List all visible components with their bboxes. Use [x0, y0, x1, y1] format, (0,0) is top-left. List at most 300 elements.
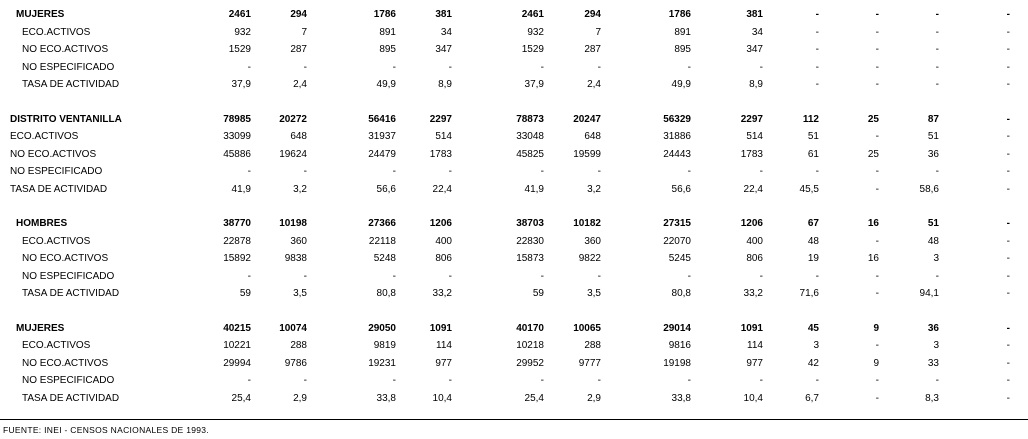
spacer-row [0, 198, 1028, 215]
value-cell: 10182 [573, 218, 601, 229]
value-cell: - [687, 61, 691, 73]
value-cell: 22878 [223, 235, 251, 247]
value-cell: - [392, 61, 396, 73]
value-cell: 22,4 [743, 183, 763, 195]
value-cell: 42 [807, 357, 819, 369]
row-label: MUJERES [16, 9, 65, 20]
value-cell: 648 [290, 131, 307, 142]
value-cell: 1206 [429, 218, 452, 229]
value-cell: - [448, 375, 452, 386]
value-cell: 78873 [516, 113, 544, 125]
value-cell: 33,2 [743, 288, 763, 299]
value-cell: - [1006, 113, 1010, 125]
trailing-cell [1010, 337, 1028, 355]
value-cell: 10198 [279, 218, 307, 229]
table-row [0, 390, 1028, 408]
value-cell: 514 [746, 131, 763, 142]
value-cell: 3 [933, 340, 939, 351]
value-cell: 9 [873, 322, 879, 334]
value-cell: 37,9 [231, 79, 251, 90]
trailing-cell [1010, 181, 1028, 199]
row-label: TASA DE ACTIVIDAD [22, 392, 120, 404]
value-cell: 287 [290, 44, 307, 55]
value-cell: - [935, 44, 939, 55]
trailing-cell [1010, 128, 1028, 146]
source-note: FUENTE: INEI - CENSOS NACIONALES DE 1993. [3, 425, 209, 435]
value-cell: - [935, 9, 939, 20]
value-cell: 36 [927, 148, 939, 160]
row-label: NO ESPECIFICADO [22, 375, 115, 386]
value-cell: 932 [527, 26, 544, 38]
value-cell: 19624 [279, 148, 307, 160]
value-cell: - [1006, 44, 1010, 55]
trailing-cell [1010, 24, 1028, 42]
row-label: MUJERES [16, 322, 65, 334]
value-cell: - [1006, 375, 1010, 386]
value-cell: 48 [927, 235, 939, 247]
value-cell: 38770 [223, 218, 251, 229]
value-cell: 40170 [516, 322, 544, 334]
table-row [0, 76, 1028, 94]
value-cell: 294 [584, 9, 601, 20]
value-cell: 9822 [578, 253, 601, 264]
value-cell: - [1006, 270, 1010, 282]
value-cell: - [303, 166, 307, 177]
value-cell: 33,8 [671, 392, 691, 404]
value-cell: - [1006, 26, 1010, 38]
spacer-cell [0, 303, 1028, 320]
table-row [0, 163, 1028, 181]
value-cell: - [935, 79, 939, 90]
value-cell: 58,6 [919, 183, 939, 195]
value-cell: 400 [435, 235, 452, 247]
value-cell: - [815, 9, 819, 20]
value-cell: 8,9 [438, 79, 452, 90]
value-cell: 33048 [516, 131, 544, 142]
value-cell: 2,9 [293, 392, 307, 404]
value-cell: 1091 [429, 322, 452, 334]
value-cell: 40215 [223, 322, 251, 334]
value-cell: 1091 [740, 322, 763, 334]
value-cell: - [815, 375, 819, 386]
value-cell: - [935, 26, 939, 38]
table-body [0, 6, 1028, 407]
value-cell: 45825 [516, 148, 544, 160]
row-label: NO ESPECIFICADO [22, 270, 115, 282]
spacer-cell [0, 94, 1028, 111]
value-cell: 22070 [663, 235, 691, 247]
value-cell: 9816 [668, 340, 691, 351]
table-row [0, 285, 1028, 303]
row-label: NO ESPECIFICADO [10, 166, 103, 177]
value-cell: 16 [867, 253, 879, 264]
value-cell: 514 [435, 131, 452, 142]
table-row [0, 320, 1028, 338]
value-cell: 51 [807, 131, 819, 142]
row-label: NO ECO.ACTIVOS [10, 148, 97, 160]
value-cell: 29952 [516, 357, 544, 369]
value-cell: 33,2 [432, 288, 452, 299]
value-cell: 61 [807, 148, 819, 160]
value-cell: 7 [595, 26, 601, 38]
row-label: TASA DE ACTIVIDAD [22, 79, 120, 90]
value-cell: 891 [674, 26, 691, 38]
value-cell: 360 [584, 235, 601, 247]
value-cell: 114 [747, 340, 763, 351]
value-cell: 56329 [663, 113, 691, 125]
value-cell: 1529 [521, 44, 544, 55]
value-cell: 15873 [516, 253, 544, 264]
table-row [0, 372, 1028, 390]
value-cell: - [1006, 253, 1010, 264]
value-cell: - [247, 375, 251, 386]
value-cell: 20272 [279, 113, 307, 125]
value-cell: - [448, 166, 452, 177]
trailing-cell [1010, 163, 1028, 181]
value-cell: 891 [379, 26, 396, 38]
row-label: ECO.ACTIVOS [10, 131, 79, 142]
value-cell: 29050 [368, 322, 396, 334]
value-cell: 87 [927, 113, 939, 125]
spacer-row [0, 303, 1028, 320]
value-cell: 977 [746, 357, 763, 369]
value-cell: - [935, 375, 939, 386]
value-cell: - [1006, 79, 1010, 90]
value-cell: 648 [584, 131, 601, 142]
value-cell: - [540, 166, 544, 177]
value-cell: - [875, 340, 879, 351]
value-cell: - [875, 183, 879, 195]
value-cell: - [1006, 131, 1010, 142]
value-cell: 34 [751, 26, 763, 38]
value-cell: 16 [867, 218, 879, 229]
trailing-cell [1010, 146, 1028, 164]
value-cell: - [815, 270, 819, 282]
value-cell: - [875, 61, 879, 73]
value-cell: 6,7 [805, 392, 819, 404]
value-cell: 67 [807, 218, 819, 229]
value-cell: 94,1 [919, 288, 939, 299]
value-cell: - [1006, 288, 1010, 299]
value-cell: - [875, 375, 879, 386]
value-cell: 38703 [516, 218, 544, 229]
row-label: TASA DE ACTIVIDAD [10, 183, 108, 195]
value-cell: 8,3 [925, 392, 939, 404]
value-cell: 37,9 [524, 79, 544, 90]
row-label: DISTRITO VENTANILLA [10, 113, 122, 125]
table-row [0, 146, 1028, 164]
value-cell: - [935, 270, 939, 282]
value-cell: 2,9 [587, 392, 601, 404]
value-cell: 27366 [368, 218, 396, 229]
footer-divider [0, 419, 1028, 420]
value-cell: - [247, 270, 251, 282]
trailing-cell [1010, 355, 1028, 373]
value-cell: 2,4 [293, 79, 307, 90]
value-cell: 932 [234, 26, 251, 38]
row-label: NO ESPECIFICADO [22, 61, 115, 73]
value-cell: 25,4 [231, 392, 251, 404]
value-cell: 48 [807, 235, 819, 247]
value-cell: 7 [301, 26, 307, 38]
value-cell: 19198 [663, 357, 691, 369]
value-cell: 80,8 [671, 288, 691, 299]
value-cell: - [1006, 166, 1010, 177]
table-row [0, 41, 1028, 59]
trailing-cell [1010, 390, 1028, 408]
value-cell: - [540, 375, 544, 386]
table-row [0, 24, 1028, 42]
value-cell: 347 [435, 44, 452, 55]
value-cell: - [759, 375, 763, 386]
row-label: ECO.ACTIVOS [22, 235, 91, 247]
value-cell: 2297 [740, 113, 763, 125]
trailing-cell [1010, 41, 1028, 59]
trailing-cell [1010, 76, 1028, 94]
trailing-cell [1010, 268, 1028, 286]
value-cell: 45886 [223, 148, 251, 160]
value-cell: - [448, 61, 452, 73]
value-cell: - [597, 375, 601, 386]
value-cell: - [687, 375, 691, 386]
value-cell: - [815, 79, 819, 90]
value-cell: 34 [440, 26, 452, 38]
value-cell: 56416 [368, 113, 396, 125]
value-cell: - [597, 166, 601, 177]
row-label: NO ECO.ACTIVOS [22, 44, 109, 55]
trailing-cell [1010, 111, 1028, 129]
value-cell: 1786 [373, 9, 396, 20]
value-cell: - [448, 270, 452, 282]
value-cell: - [1006, 61, 1010, 73]
value-cell: 22118 [368, 235, 396, 247]
value-cell: 112 [802, 113, 819, 125]
value-cell: 31886 [663, 131, 691, 142]
value-cell: 41,9 [231, 183, 251, 195]
value-cell: - [875, 288, 879, 299]
table-row [0, 215, 1028, 233]
value-cell: 288 [290, 340, 307, 351]
value-cell: 45 [807, 322, 819, 334]
value-cell: 15892 [223, 253, 251, 264]
value-cell: 381 [435, 9, 452, 20]
trailing-cell [1010, 285, 1028, 303]
value-cell: 29994 [223, 357, 251, 369]
value-cell: 51 [927, 218, 939, 229]
spacer-row [0, 94, 1028, 111]
value-cell: 2,4 [587, 79, 601, 90]
value-cell: - [1006, 183, 1010, 195]
value-cell: 36 [927, 322, 939, 334]
value-cell: 1786 [668, 9, 691, 20]
value-cell: - [875, 270, 879, 282]
value-cell: 25 [867, 113, 879, 125]
value-cell: - [875, 9, 879, 20]
value-cell: - [935, 166, 939, 177]
value-cell: 1783 [740, 148, 763, 160]
value-cell: 19 [807, 253, 819, 264]
value-cell: - [247, 166, 251, 177]
value-cell: 977 [435, 357, 452, 369]
value-cell: - [303, 270, 307, 282]
value-cell: - [247, 61, 251, 73]
value-cell: 9838 [284, 253, 307, 264]
value-cell: - [687, 270, 691, 282]
value-cell: 294 [290, 9, 307, 20]
value-cell: 2461 [521, 9, 544, 20]
value-cell: 51 [927, 131, 939, 142]
value-cell: 71,6 [799, 288, 819, 299]
value-cell: 19231 [368, 357, 396, 369]
value-cell: - [303, 375, 307, 386]
value-cell: 41,9 [524, 183, 544, 195]
table-row [0, 59, 1028, 77]
value-cell: - [540, 270, 544, 282]
value-cell: 33099 [223, 131, 251, 142]
value-cell: - [815, 44, 819, 55]
value-cell: 9 [873, 357, 879, 369]
row-label: HOMBRES [16, 218, 68, 229]
value-cell: 22830 [516, 235, 544, 247]
table-row [0, 355, 1028, 373]
value-cell: 78985 [223, 113, 251, 125]
row-label: ECO.ACTIVOS [22, 26, 91, 38]
value-cell: - [759, 270, 763, 282]
value-cell: - [687, 166, 691, 177]
value-cell: 1783 [429, 148, 452, 160]
value-cell: 5245 [668, 253, 691, 264]
value-cell: 33,8 [376, 392, 396, 404]
value-cell: 3 [933, 253, 939, 264]
value-cell: 2297 [429, 113, 452, 125]
value-cell: - [875, 166, 879, 177]
value-cell: - [935, 61, 939, 73]
value-cell: 10065 [573, 322, 601, 334]
value-cell: 895 [379, 44, 396, 55]
value-cell: 2461 [228, 9, 251, 20]
value-cell: 59 [532, 288, 544, 299]
value-cell: - [875, 44, 879, 55]
value-cell: 20247 [573, 113, 601, 125]
value-cell: 400 [746, 235, 763, 247]
value-cell: 895 [674, 44, 691, 55]
table-row [0, 181, 1028, 199]
value-cell: 80,8 [376, 288, 396, 299]
value-cell: 5248 [373, 253, 396, 264]
value-cell: - [815, 26, 819, 38]
trailing-cell [1010, 233, 1028, 251]
value-cell: - [815, 61, 819, 73]
value-cell: 56,6 [671, 183, 691, 195]
value-cell: - [875, 392, 879, 404]
value-cell: 9819 [373, 340, 396, 351]
value-cell: - [392, 375, 396, 386]
value-cell: - [597, 270, 601, 282]
table-row [0, 268, 1028, 286]
value-cell: - [875, 26, 879, 38]
value-cell: - [597, 61, 601, 73]
table-row [0, 233, 1028, 251]
value-cell: - [815, 166, 819, 177]
value-cell: 27315 [663, 218, 691, 229]
value-cell: 9786 [284, 357, 307, 369]
spacer-cell [0, 198, 1028, 215]
value-cell: - [875, 235, 879, 247]
value-cell: 3,5 [293, 288, 307, 299]
value-cell: - [1006, 357, 1010, 369]
value-cell: 45,5 [799, 183, 819, 195]
value-cell: 49,9 [376, 79, 396, 90]
table-row [0, 250, 1028, 268]
value-cell: - [759, 166, 763, 177]
value-cell: 22,4 [432, 183, 452, 195]
value-cell: - [875, 131, 879, 142]
row-label: ECO.ACTIVOS [22, 340, 91, 351]
value-cell: 3,2 [293, 183, 307, 195]
value-cell: - [1006, 218, 1010, 229]
value-cell: 806 [746, 253, 763, 264]
table-row [0, 6, 1028, 24]
table-row [0, 128, 1028, 146]
table-row [0, 337, 1028, 355]
row-label: NO ECO.ACTIVOS [22, 357, 109, 369]
row-label: TASA DE ACTIVIDAD [22, 288, 120, 299]
value-cell: 10074 [279, 322, 307, 334]
value-cell: 3 [813, 340, 819, 351]
value-cell: 10218 [516, 340, 544, 351]
value-cell: - [303, 61, 307, 73]
value-cell: 25,4 [524, 392, 544, 404]
value-cell: 360 [290, 235, 307, 247]
value-cell: - [1006, 392, 1010, 404]
trailing-cell [1010, 372, 1028, 390]
value-cell: 288 [584, 340, 601, 351]
value-cell: 31937 [368, 131, 396, 142]
value-cell: - [875, 79, 879, 90]
value-cell: 49,9 [671, 79, 691, 90]
value-cell: 33 [927, 357, 939, 369]
value-cell: 3,2 [587, 183, 601, 195]
value-cell: 9777 [578, 357, 601, 369]
trailing-cell [1010, 250, 1028, 268]
trailing-cell [1010, 59, 1028, 77]
value-cell: - [759, 61, 763, 73]
value-cell: - [392, 270, 396, 282]
value-cell: - [1006, 340, 1010, 351]
value-cell: 59 [239, 288, 251, 299]
value-cell: - [1006, 235, 1010, 247]
value-cell: - [392, 166, 396, 177]
trailing-cell [1010, 215, 1028, 233]
trailing-cell [1010, 320, 1028, 338]
value-cell: 381 [746, 9, 763, 20]
row-label: NO ECO.ACTIVOS [22, 253, 109, 264]
value-cell: 1529 [228, 44, 251, 55]
value-cell: 25 [867, 148, 879, 160]
value-cell: 24479 [368, 148, 396, 160]
value-cell: 347 [746, 44, 763, 55]
value-cell: 24443 [663, 148, 691, 160]
value-cell: 10221 [223, 340, 251, 351]
value-cell: - [540, 61, 544, 73]
trailing-cell [1010, 6, 1028, 24]
value-cell: - [1006, 148, 1010, 160]
value-cell: 56,6 [376, 183, 396, 195]
value-cell: 8,9 [749, 79, 763, 90]
value-cell: 287 [584, 44, 601, 55]
value-cell: - [1006, 322, 1010, 334]
value-cell: - [1006, 9, 1010, 20]
